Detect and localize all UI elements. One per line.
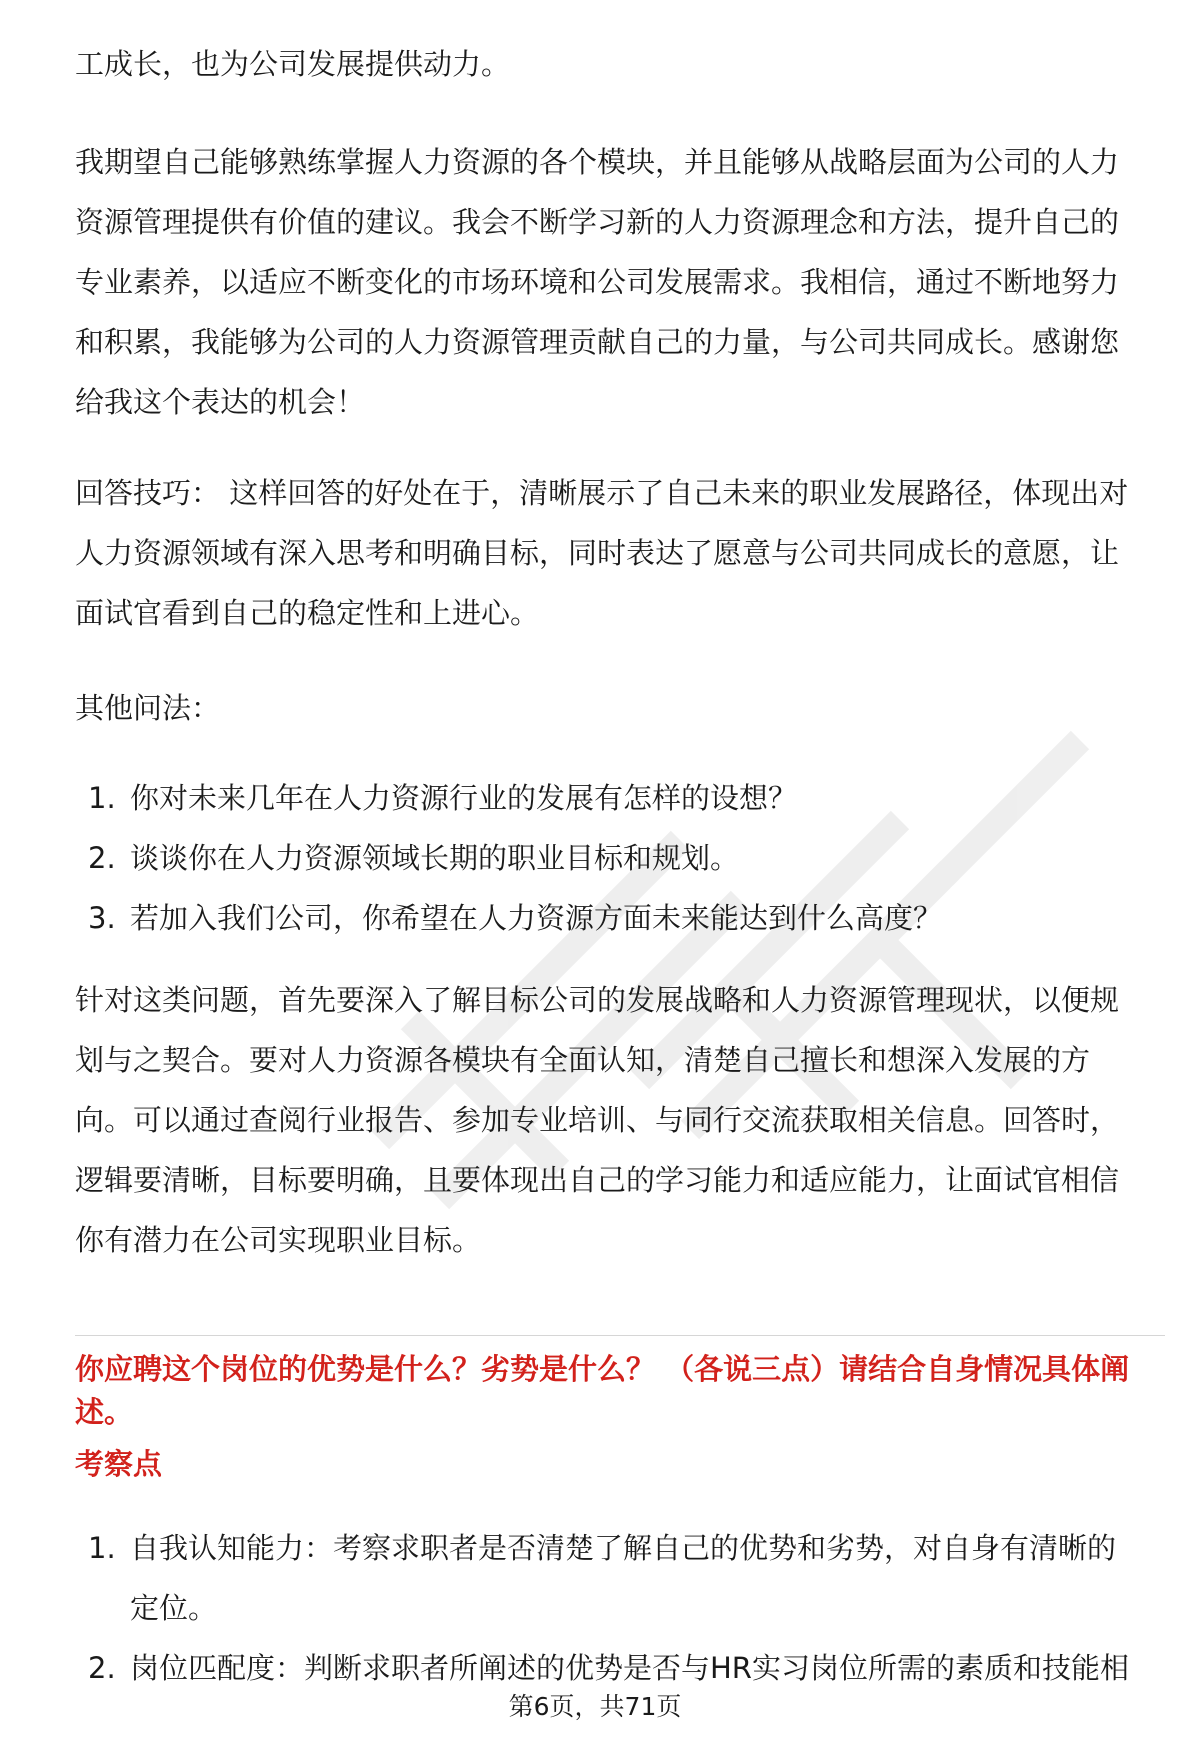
list-number: 2.	[88, 841, 116, 875]
intro-tail-paragraph	[75, 34, 1165, 94]
paragraph-line: 逻辑要清晰，目标要明确，且要体现出自己的学习能力和适应能力，让面试官相信	[75, 1163, 1120, 1197]
list-item-text: 定位。	[130, 1591, 218, 1625]
tips-paragraph	[75, 463, 1165, 643]
list-number: 1.	[88, 781, 116, 815]
paragraph-line: 向。可以通过查阅行业报告、参加专业培训、与同行交流获取相关信息。回答时，	[75, 1103, 1120, 1137]
list-item-text: 若加入我们公司，你希望在人力资源方面未来能达到什么高度？	[130, 901, 943, 935]
paragraph-line: 回答技巧： 这样回答的好处在于，清晰展示了自己未来的职业发展路径，体现出对	[75, 476, 1129, 510]
page-footer: 第6页，共71页	[508, 1692, 682, 1721]
paragraph-line: 工成长，也为公司发展提供动力。	[75, 47, 511, 81]
list-item-text: 自我认知能力：考察求职者是否清楚了解自己的优势和劣势，对自身有清晰的	[130, 1531, 1117, 1565]
other-questions-list	[88, 768, 1168, 948]
paragraph-line: 针对这类问题，首先要深入了解目标公司的发展战略和人力资源管理现状，以便规	[75, 983, 1120, 1017]
paragraph-line: 专业素养，以适应不断变化的市场环境和公司发展需求。我相信，通过不断地努力	[75, 265, 1120, 299]
paragraph-line: 划与之契合。要对人力资源各模块有全面认知，清楚自己擅长和想深入发展的方	[75, 1043, 1091, 1077]
list-item-text: 谈谈你在人力资源领域长期的职业目标和规划。	[130, 841, 740, 875]
paragraph-line: 资源管理提供有价值的建议。我会不断学习新的人力资源理念和方法，提升自己的	[75, 205, 1120, 239]
list-number: 1.	[88, 1531, 116, 1565]
expectation-paragraph	[75, 132, 1165, 432]
other-questions-label: 其他问法：	[75, 691, 221, 725]
paragraph-line: 我期望自己能够熟练掌握人力资源的各个模块，并且能够从战略层面为公司的人力	[75, 145, 1120, 179]
paragraph-line: 人力资源领域有深入思考和明确目标，同时表达了愿意与公司共同成长的意愿，让	[75, 536, 1120, 570]
list-item	[88, 768, 1168, 828]
assessment-heading: 考察点	[75, 1447, 163, 1481]
question-title: 你应聘这个岗位的优势是什么？劣势是什么？ （各说三点）请结合自身情况具体阐 述。	[75, 1352, 1130, 1429]
list-item-text: 岗位匹配度：判断求职者所阐述的优势是否与HR实习岗位所需的素质和技能相	[130, 1651, 1129, 1685]
list-item	[88, 1638, 1168, 1698]
advice-paragraph	[75, 970, 1165, 1270]
paragraph-line: 面试官看到自己的稳定性和上进心。	[75, 596, 540, 630]
list-item	[88, 1518, 1168, 1638]
paragraph-line: 给我这个表达的机会！	[75, 385, 366, 419]
list-item	[88, 828, 1168, 888]
list-number: 3.	[88, 901, 116, 935]
paragraph-line: 和积累，我能够为公司的人力资源管理贡献自己的力量，与公司共同成长。感谢您	[75, 325, 1120, 359]
list-item	[88, 888, 1168, 948]
assessment-points-list	[88, 1518, 1168, 1698]
list-number: 2.	[88, 1651, 116, 1685]
list-item-text: 你对未来几年在人力资源行业的发展有怎样的设想？	[130, 781, 798, 815]
section-divider	[75, 1335, 1165, 1336]
paragraph-line: 你有潜力在公司实现职业目标。	[75, 1223, 482, 1257]
